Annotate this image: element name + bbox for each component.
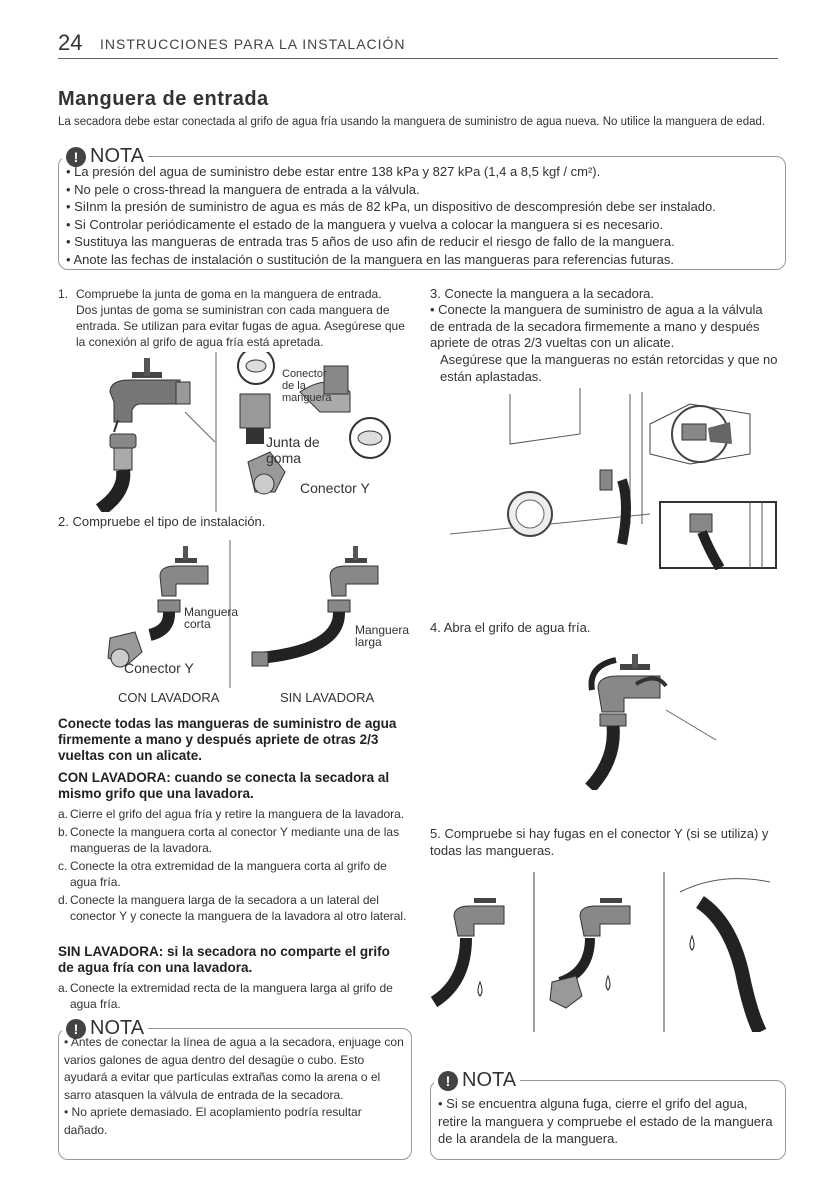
section-intro: La secadora debe estar conectada al grifo de agua fría usando la manguera de suministro de agua nueva. No utilice la manguera de edad. [58, 116, 766, 128]
valve-icon [600, 470, 626, 544]
step1-text: Compruebe la junta de goma en la manguera de entrada. Dos juntas de goma se suministran con cada manguera de entrada. Se utilizan para evitar fugas de agua. Asegúrese que la conexión al grifo de agua fría está apretada. [76, 287, 405, 349]
label-long-hose: Manguera larga [355, 623, 410, 649]
alert-icon: ! [66, 147, 86, 167]
hose-icon [100, 434, 136, 510]
step4-text: 4. Abra el grifo de agua fría. [430, 620, 591, 635]
label-connector: Conector de la manguera [282, 368, 332, 404]
note-list-left [64, 1034, 404, 1139]
page-number: 24 [58, 30, 83, 55]
note-item: • Anote las fechas de instalación o sustitución de la manguera en las mangueras para referencias futuras. [66, 251, 778, 269]
note-item: • No pele o cross-thread la manguera de entrada a la válvula. [66, 181, 778, 199]
label-without-washer: SIN LAVADORA [280, 690, 375, 705]
list-item: b. Conecte la manguera corta al conector Y mediante una de las mangueras de la lavadora. [58, 825, 400, 855]
step2-text: 2. Compruebe el tipo de instalación. [58, 514, 266, 529]
note-label-right [434, 1069, 520, 1092]
note-item: • Antes de conectar la línea de agua a la secadora, enjuage con varios galones de agua dentro del desagüe o cubo. Esto ayudará a evitar que partículas extrañas como la arena o el sarro atasquen la válvula de entrada de la secadora. [64, 1034, 404, 1104]
note-item: • Si Controlar periódicamente el estado de la manguera y vuelva a colocar la manguera si es necesario. [66, 216, 778, 234]
bold-instruction-3: SIN LAVADORA: si la secadora no comparte el grifo de agua fría con una lavadora. [58, 944, 390, 975]
note-item: • SiInm la presión de suministro de agua es más de 82 kPa, un dispositivo de descompresión debe ser instalado. [66, 198, 778, 216]
alert-icon: ! [438, 1071, 458, 1091]
faucet-icon [330, 546, 378, 596]
note-item: • No apriete demasiado. El acoplamiento podría resultar dañado. [64, 1104, 404, 1139]
note-title: NOTA [90, 145, 145, 167]
note-list-top [66, 163, 778, 268]
note-item: • Sustituya las mangueras de entrada tras 5 años de uso afin de reducir el riesgo de fallo de la manguera. [66, 233, 778, 251]
faucet-icon [592, 654, 667, 712]
zoom-detail-1 [650, 404, 750, 464]
hose-icon [590, 714, 626, 788]
alert-icon: ! [66, 1019, 86, 1039]
list-item: a. Conecte la extremidad recta de la manguera larga al grifo de agua fría. [58, 981, 393, 1011]
bold-instruction-2: CON LAVADORA: cuando se conecta la secadora al mismo grifo que una lavadora. [58, 770, 390, 801]
note-title: NOTA [462, 1069, 517, 1091]
note-title: NOTA [90, 1017, 145, 1039]
faucet-icon [160, 546, 208, 596]
figure-open-faucet [570, 650, 720, 790]
note-item: • La presión del agua de suministro debe estar entre 138 kPa y 827 kPa (1,4 a 8,5 kgf / cm²). [66, 163, 778, 181]
gasket-icon [350, 418, 390, 458]
note-item: • Si se encuentra alguna fuga, cierre el grifo del agua, retire la manguera y compruebe el estado de la manguera de la arandela de la manguera. [438, 1095, 778, 1148]
hose-icon [252, 600, 350, 666]
list-without-washer [58, 980, 408, 1012]
list-item: a. Cierre el grifo del agua fría y retire la manguera de la lavadora. [58, 807, 405, 821]
header-title: INSTRUCCIONES PARA LA INSTALACIÓN [100, 36, 406, 52]
label-short-hose: Manguera corta [184, 605, 239, 631]
zoom-detail-2 [660, 502, 776, 568]
step1-number: 1. [58, 287, 69, 301]
step3-bullet: • Conecte la manguera de suministro de agua a la válvula de entrada de la secadora firmemente a mano y después apriete de otras 2/3 vueltas con un alicate. [430, 302, 763, 350]
step3-title: 3. Conecte la manguera a la secadora. [430, 286, 655, 301]
list-with-washer [58, 806, 408, 924]
faucet-icon [550, 898, 630, 1008]
step3-extra: Asegúrese que la mangueras no están retorcidas y que no están aplastadas. [440, 352, 778, 384]
header-rule [58, 58, 778, 59]
list-item: d. Conecte la manguera larga de la secadora a un lateral del conector Y y conecte la manguera de la lavadora al otro lateral. [58, 893, 407, 923]
bold-instruction-1: Conecte todas las mangueras de suministro de agua firmemente a mano y después apriete de otras 2/3 vueltas con un alicate. [58, 716, 397, 763]
dryer-back-icon [680, 879, 770, 1032]
section-title: Manguera de entrada [58, 88, 269, 110]
label-with-washer: CON LAVADORA [118, 690, 220, 705]
faucet-icon [110, 358, 190, 422]
step5-text: 5. Compruebe si hay fugas en el conector Y (si se utiliza) y todas las mangueras. [430, 826, 769, 858]
hose-icon [150, 600, 180, 635]
label-y-connector-2: Conector Y [124, 660, 194, 676]
label-gasket: Junta de goma [266, 434, 320, 466]
faucet-icon [434, 898, 504, 1002]
dryer-icon [450, 388, 650, 536]
list-item: c. Conecte la otra extremidad de la manguera corta al grifo de agua fría. [58, 859, 387, 889]
figure-dryer-connection [450, 384, 782, 570]
note-list-right [438, 1095, 778, 1148]
figure-leak-check [430, 872, 770, 1032]
label-y-connector: Conector Y [300, 480, 370, 496]
